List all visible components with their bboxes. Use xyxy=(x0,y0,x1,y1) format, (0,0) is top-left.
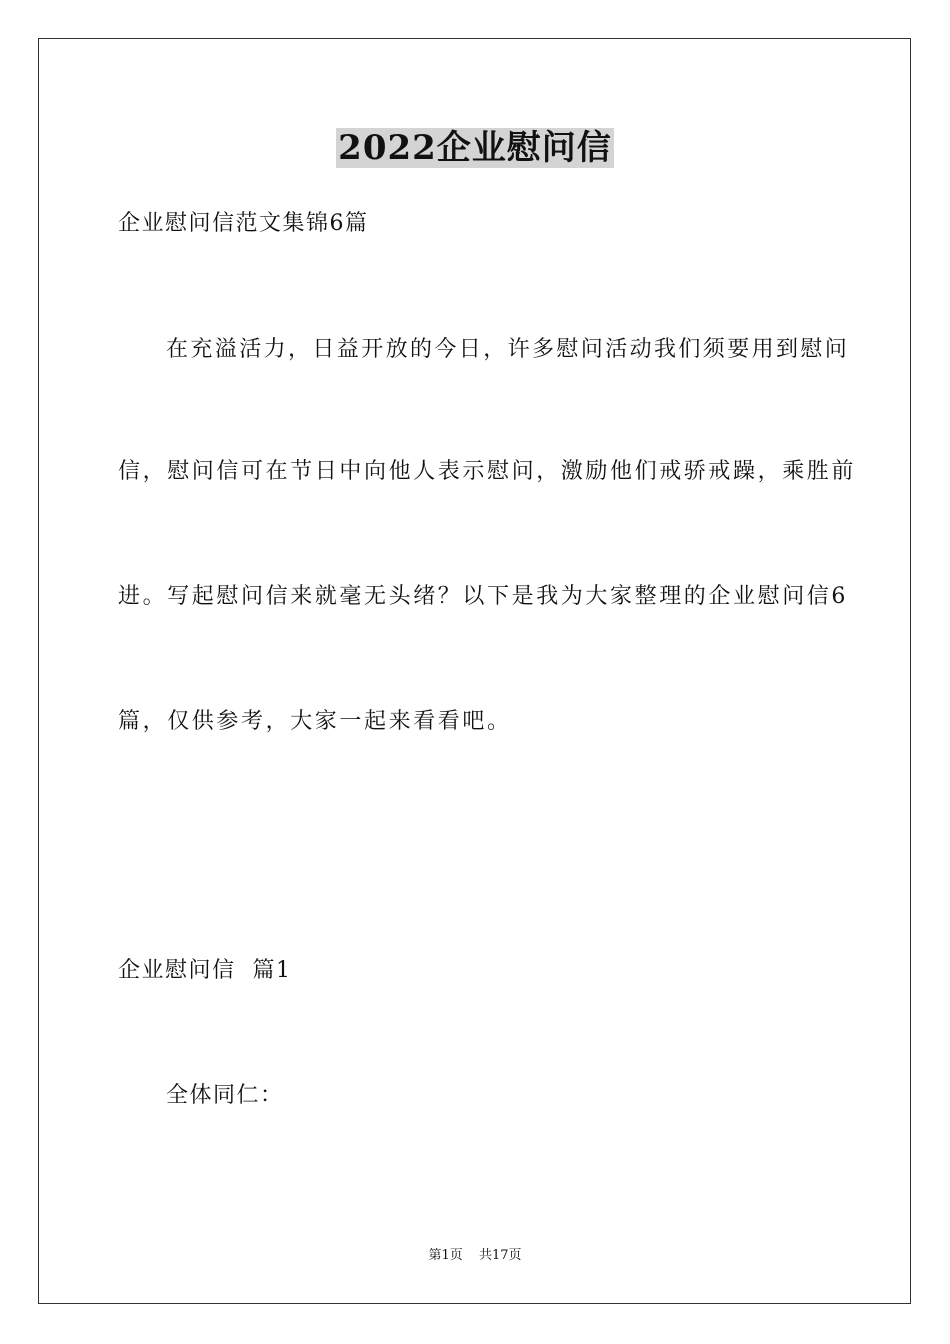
intro-paragraph-line-2: 信，慰问信可在节日中向他人表示慰问，激励他们戒骄戒躁，乘胜前 xyxy=(118,459,857,484)
page-number-total: 共17页 xyxy=(478,1248,522,1263)
document-subtitle: 企业慰问信范文集锦6篇 xyxy=(118,211,369,236)
document-title: 2022企业慰问信 xyxy=(338,128,612,168)
page-footer xyxy=(0,1247,950,1265)
intro-paragraph-line-3: 进。写起慰问信来就毫无头绪？以下是我为大家整理的企业慰问信6 xyxy=(118,584,848,609)
title-container xyxy=(0,128,950,168)
intro-paragraph-line-4: 篇，仅供参考，大家一起来看看吧。 xyxy=(118,709,512,734)
intro-paragraph-line-1: 在充溢活力，日益开放的今日，许多慰问活动我们须要用到慰问 xyxy=(166,337,850,362)
page-number-current: 第1页 xyxy=(428,1248,463,1263)
salutation: 全体同仁： xyxy=(166,1083,284,1108)
section-heading: 企业慰问信 篇1 xyxy=(118,958,292,983)
